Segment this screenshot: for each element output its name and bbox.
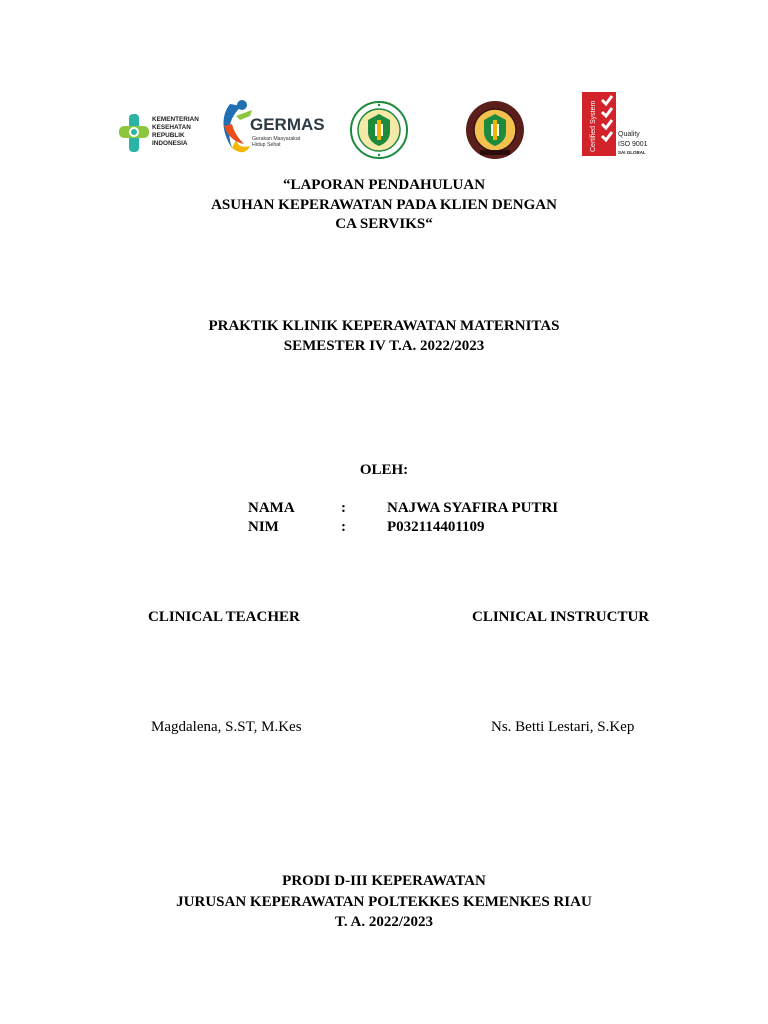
clinical-instructor-heading: CLINICAL INSTRUCTUR: [472, 609, 650, 625]
institution-block: [0, 871, 768, 933]
poltekkes-seal-logo: [346, 100, 412, 160]
nim-value: P032114401109: [387, 519, 485, 535]
nim-colon: :: [341, 519, 346, 535]
iso-vertical-text: Certified System: [590, 100, 597, 152]
germas-title: GERMAS: [250, 115, 325, 134]
kemenkes-line-4: INDONESIA: [152, 140, 188, 147]
poltekkes-seal-dark-logo: [462, 100, 528, 160]
name-value: NAJWA SYAFIRA PUTRI: [387, 500, 559, 516]
kemenkes-line-1: KEMENTERIAN: [152, 116, 199, 123]
kemenkes-logo: [116, 108, 199, 158]
institution-line-2: JURUSAN KEPERAWATAN POLTEKKES KEMENKES RIAU: [176, 893, 592, 910]
name-colon: :: [341, 500, 346, 516]
kemenkes-emblem-icon: [116, 108, 199, 158]
institution-line-3: T. A. 2022/2023: [334, 914, 434, 930]
report-title: [0, 176, 768, 235]
iso-certification-logo: [580, 90, 652, 158]
germas-subtitle-2: Hidup Sehat: [252, 142, 281, 148]
practice-line-2: SEMESTER IV T.A. 2022/2023: [283, 337, 485, 354]
iso-quality-text: Quality: [618, 131, 640, 138]
germas-logo: [216, 96, 325, 158]
iso-standard-text: ISO 9001: [618, 141, 648, 148]
name-label: NAMA: [248, 500, 295, 516]
iso-issuer-text: SAI GLOBAL: [618, 150, 646, 155]
iso-certified-icon: [580, 90, 652, 158]
institution-line-1: PRODI D-III KEPERAWATAN: [282, 873, 486, 889]
clinical-teacher-heading: CLINICAL TEACHER: [148, 609, 300, 625]
germas-subtitle-1: Gerakan Masyarakat: [252, 136, 301, 142]
title-line-2: ASUHAN KEPERAWATAN PADA KLIEN DENGAN: [211, 196, 557, 213]
clinical-instructor-name: Ns. Betti Lestari, S.Kep: [491, 719, 635, 735]
nim-label: NIM: [248, 519, 279, 535]
poltekkes-seal-dark-icon: [462, 100, 528, 160]
kemenkes-line-3: REPUBLIK: [152, 132, 185, 139]
germas-figure-icon: [216, 96, 325, 158]
practice-line-1: PRAKTIK KLINIK KEPERAWATAN MATERNITAS: [208, 318, 560, 334]
kemenkes-line-2: KESEHATAN: [152, 124, 191, 131]
title-line-3: CA SERVIKS“: [335, 216, 433, 232]
practice-heading: [0, 317, 768, 356]
author-heading: [0, 461, 768, 481]
poltekkes-seal-icon: [346, 100, 412, 160]
oleh-label: OLEH:: [359, 462, 409, 478]
title-line-1: “LAPORAN PENDAHULUAN: [282, 177, 486, 193]
clinical-teacher-name: Magdalena, S.ST, M.Kes: [151, 719, 302, 735]
